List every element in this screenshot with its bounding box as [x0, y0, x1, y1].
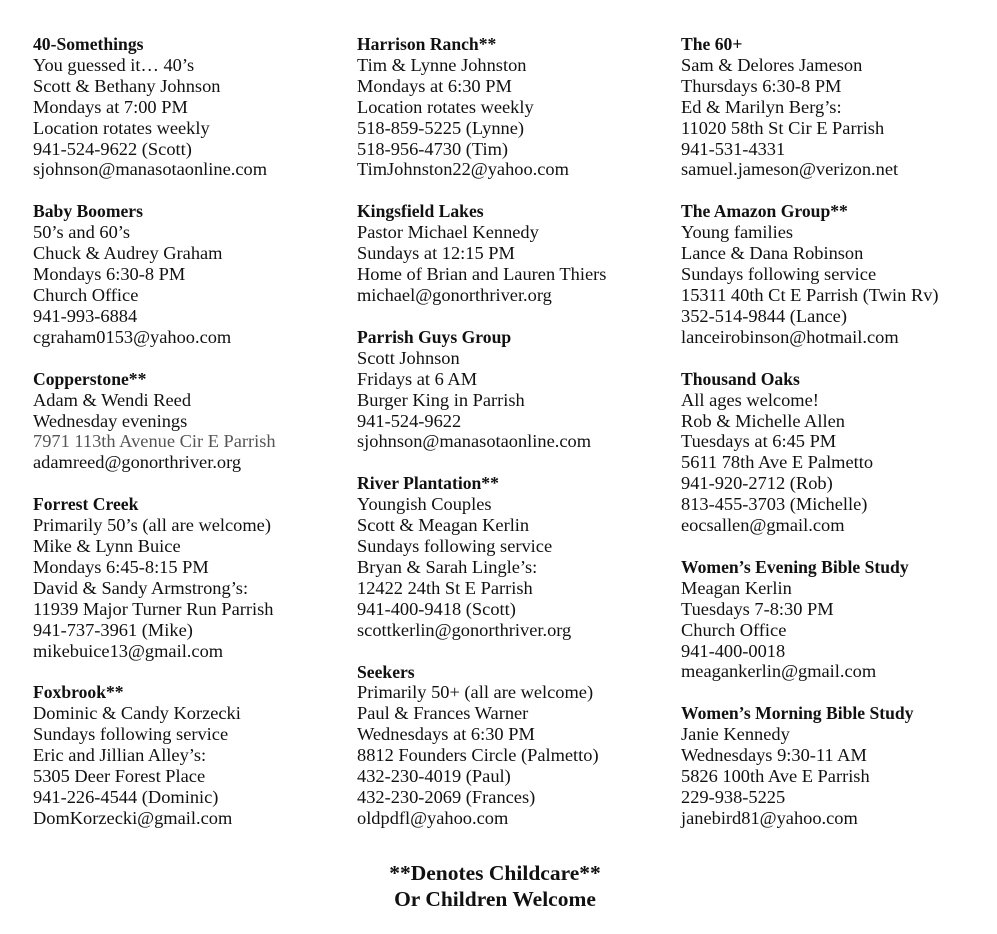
group-title: River Plantation**	[357, 473, 499, 494]
group-detail-line: Rob & Michelle Allen	[681, 410, 845, 431]
group-detail-line: Sundays following service	[681, 264, 877, 285]
group-detail-line: Scott Johnson	[357, 347, 460, 368]
small-group-entry	[681, 703, 991, 828]
group-detail-line: 5611 78th Ave E Palmetto	[681, 452, 874, 473]
childcare-note-line-1: **Denotes Childcare**	[389, 861, 601, 885]
directory-column	[33, 34, 343, 850]
group-detail-line: 352-514-9844 (Lance)	[681, 305, 847, 326]
group-detail-line: 518-956-4730 (Tim)	[357, 138, 509, 159]
group-detail-line: You guessed it… 40’s	[33, 54, 195, 75]
group-detail-line: Tim & Lynne Johnston	[357, 54, 527, 75]
group-detail-line: 5826 100th Ave E Parrish	[681, 766, 870, 787]
group-title: Copperstone**	[33, 368, 147, 389]
group-title: Thousand Oaks	[681, 368, 800, 389]
group-email: samuel.jameson@verizon.net	[681, 159, 899, 180]
group-detail-line: 941-226-4544 (Dominic)	[33, 787, 219, 807]
childcare-note-line-2: Or Children Welcome	[394, 887, 596, 911]
group-detail-line: 941-737-3961 (Mike)	[33, 619, 193, 640]
group-detail-line: Ed & Marilyn Berg’s:	[681, 96, 842, 117]
group-email: adamreed@gonorthriver.org	[33, 452, 242, 473]
group-email: janebird81@yahoo.com	[681, 807, 858, 828]
group-detail-line: Sam & Delores Jameson	[681, 54, 863, 75]
group-detail-line: Wednesday evenings	[33, 410, 188, 431]
small-group-entry	[357, 327, 667, 452]
group-title: Women’s Morning Bible Study	[681, 703, 914, 724]
group-detail-line: Chuck & Audrey Graham	[33, 243, 223, 264]
group-email: sjohnson@manasotaonline.com	[357, 431, 592, 452]
group-detail-line: 11939 Major Turner Run Parrish	[33, 598, 274, 619]
group-email: lanceirobinson@hotmail.com	[681, 326, 899, 347]
directory-column	[681, 34, 991, 850]
small-group-entry	[357, 473, 667, 640]
group-detail-line: Sundays following service	[33, 724, 229, 745]
group-title: Parrish Guys Group	[357, 326, 512, 347]
group-detail-line: 229-938-5225	[681, 787, 786, 807]
group-detail-line: Primarily 50+ (all are welcome)	[357, 682, 594, 703]
group-detail-line: Wednesdays at 6:30 PM	[357, 724, 535, 745]
group-title: Harrison Ranch**	[357, 34, 497, 54]
group-detail-line: Church Office	[33, 284, 139, 305]
group-detail-line: 941-993-6884	[33, 305, 138, 326]
group-detail-line: Dominic & Candy Korzecki	[33, 703, 241, 724]
group-email: mikebuice13@gmail.com	[33, 640, 224, 661]
directory-column	[357, 34, 667, 850]
group-title: Seekers	[357, 661, 415, 682]
group-detail-line: 8812 Founders Circle (Palmetto)	[357, 745, 599, 766]
group-detail-line: 432-230-4019 (Paul)	[357, 766, 511, 787]
group-email: eocsallen@gmail.com	[681, 515, 845, 536]
group-detail-line: Mondays 6:30-8 PM	[33, 264, 186, 285]
group-detail-line: All ages welcome!	[681, 389, 819, 410]
group-detail-line: Paul & Frances Warner	[357, 703, 529, 724]
group-title: Kingsfield Lakes	[357, 201, 484, 222]
group-detail-line: Sundays following service	[357, 536, 553, 557]
small-group-entry	[33, 34, 343, 180]
group-detail-line: Lance & Dana Robinson	[681, 243, 864, 264]
small-group-entry	[681, 201, 991, 347]
group-title: Foxbrook**	[33, 682, 124, 703]
group-detail-line: Home of Brian and Lauren Thiers	[357, 264, 607, 285]
group-title: Forrest Creek	[33, 494, 139, 515]
group-detail-line: 941-531-4331	[681, 138, 786, 159]
group-detail-line: Young families	[681, 222, 794, 243]
group-detail-line: Youngish Couples	[357, 494, 492, 515]
group-detail-line: 941-400-9418 (Scott)	[357, 598, 516, 619]
group-email: sjohnson@manasotaonline.com	[33, 159, 268, 180]
group-detail-line: Wednesdays 9:30-11 AM	[681, 745, 867, 766]
small-group-entry	[681, 557, 991, 682]
group-title: 40-Somethings	[33, 34, 144, 54]
group-detail-line: 432-230-2069 (Frances)	[357, 787, 536, 807]
group-detail-line: Mondays 6:45-8:15 PM	[33, 556, 209, 577]
group-detail-line: 12422 24th St E Parrish	[357, 577, 533, 598]
group-detail-line: Thursdays 6:30-8 PM	[681, 75, 842, 96]
group-detail-line: Church Office	[681, 619, 787, 640]
group-detail-line: Primarily 50’s (all are welcome)	[33, 515, 271, 536]
group-detail-line: David & Sandy Armstrong’s:	[33, 577, 249, 598]
group-detail-line: Mondays at 6:30 PM	[357, 75, 512, 96]
group-detail-line: Fridays at 6 AM	[357, 368, 478, 389]
group-detail-line: Tuesdays 7-8:30 PM	[681, 598, 834, 619]
group-detail-line: Mike & Lynn Buice	[33, 536, 181, 557]
small-group-entry	[33, 369, 343, 474]
group-title: Baby Boomers	[33, 201, 143, 222]
childcare-note	[0, 860, 990, 912]
group-detail-line: 941-920-2712 (Rob)	[681, 473, 833, 494]
group-detail-line: Tuesdays at 6:45 PM	[681, 431, 837, 452]
small-group-entry	[33, 682, 343, 828]
group-detail-line: Meagan Kerlin	[681, 577, 792, 598]
group-detail-line: 941-524-9622	[357, 410, 462, 431]
group-detail-line: 941-400-0018	[681, 640, 786, 661]
group-email: oldpdfl@yahoo.com	[357, 807, 509, 828]
group-detail-line: Adam & Wendi Reed	[33, 389, 192, 410]
small-group-entry	[357, 662, 667, 829]
group-detail-line: 5305 Deer Forest Place	[33, 766, 206, 787]
group-email: scottkerlin@gonorthriver.org	[357, 619, 572, 640]
group-detail-line: 941-524-9622 (Scott)	[33, 138, 192, 159]
group-detail-line: Janie Kennedy	[681, 724, 790, 745]
group-detail-line: Pastor Michael Kennedy	[357, 222, 539, 243]
group-detail-line: Location rotates weekly	[33, 117, 210, 138]
group-detail-line: Location rotates weekly	[357, 96, 534, 117]
group-detail-line: Sundays at 12:15 PM	[357, 243, 515, 264]
group-detail-line: Scott & Meagan Kerlin	[357, 515, 530, 536]
small-group-entry	[33, 201, 343, 347]
group-detail-line: 11020 58th St Cir E Parrish	[681, 117, 885, 138]
small-group-entry	[33, 494, 343, 661]
group-detail-line: 50’s and 60’s	[33, 222, 131, 243]
small-group-entry	[681, 34, 991, 180]
group-email: DomKorzecki@gmail.com	[33, 807, 233, 828]
small-group-entry	[681, 369, 991, 536]
group-email: meagankerlin@gmail.com	[681, 661, 877, 682]
group-detail-line: Eric and Jillian Alley’s:	[33, 745, 207, 766]
group-title: Women’s Evening Bible Study	[681, 556, 909, 577]
group-detail-line: 518-859-5225 (Lynne)	[357, 117, 525, 138]
group-detail-line: 813-455-3703 (Michelle)	[681, 494, 868, 515]
group-detail-line: 15311 40th Ct E Parrish (Twin Rv)	[681, 284, 939, 305]
group-title: The Amazon Group**	[681, 201, 848, 222]
group-detail-line: Scott & Bethany Johnson	[33, 75, 221, 96]
small-group-entry	[357, 201, 667, 306]
small-group-entry	[357, 34, 667, 180]
group-detail-line: Bryan & Sarah Lingle’s:	[357, 556, 538, 577]
group-detail-line: Mondays at 7:00 PM	[33, 96, 188, 117]
group-detail-line: Burger King in Parrish	[357, 389, 525, 410]
group-email: cgraham0153@yahoo.com	[33, 326, 232, 347]
group-email: TimJohnston22@yahoo.com	[357, 159, 569, 180]
group-email: michael@gonorthriver.org	[357, 284, 552, 305]
group-title: The 60+	[681, 34, 743, 54]
group-detail-line: 7971 113th Avenue Cir E Parrish	[33, 431, 276, 452]
